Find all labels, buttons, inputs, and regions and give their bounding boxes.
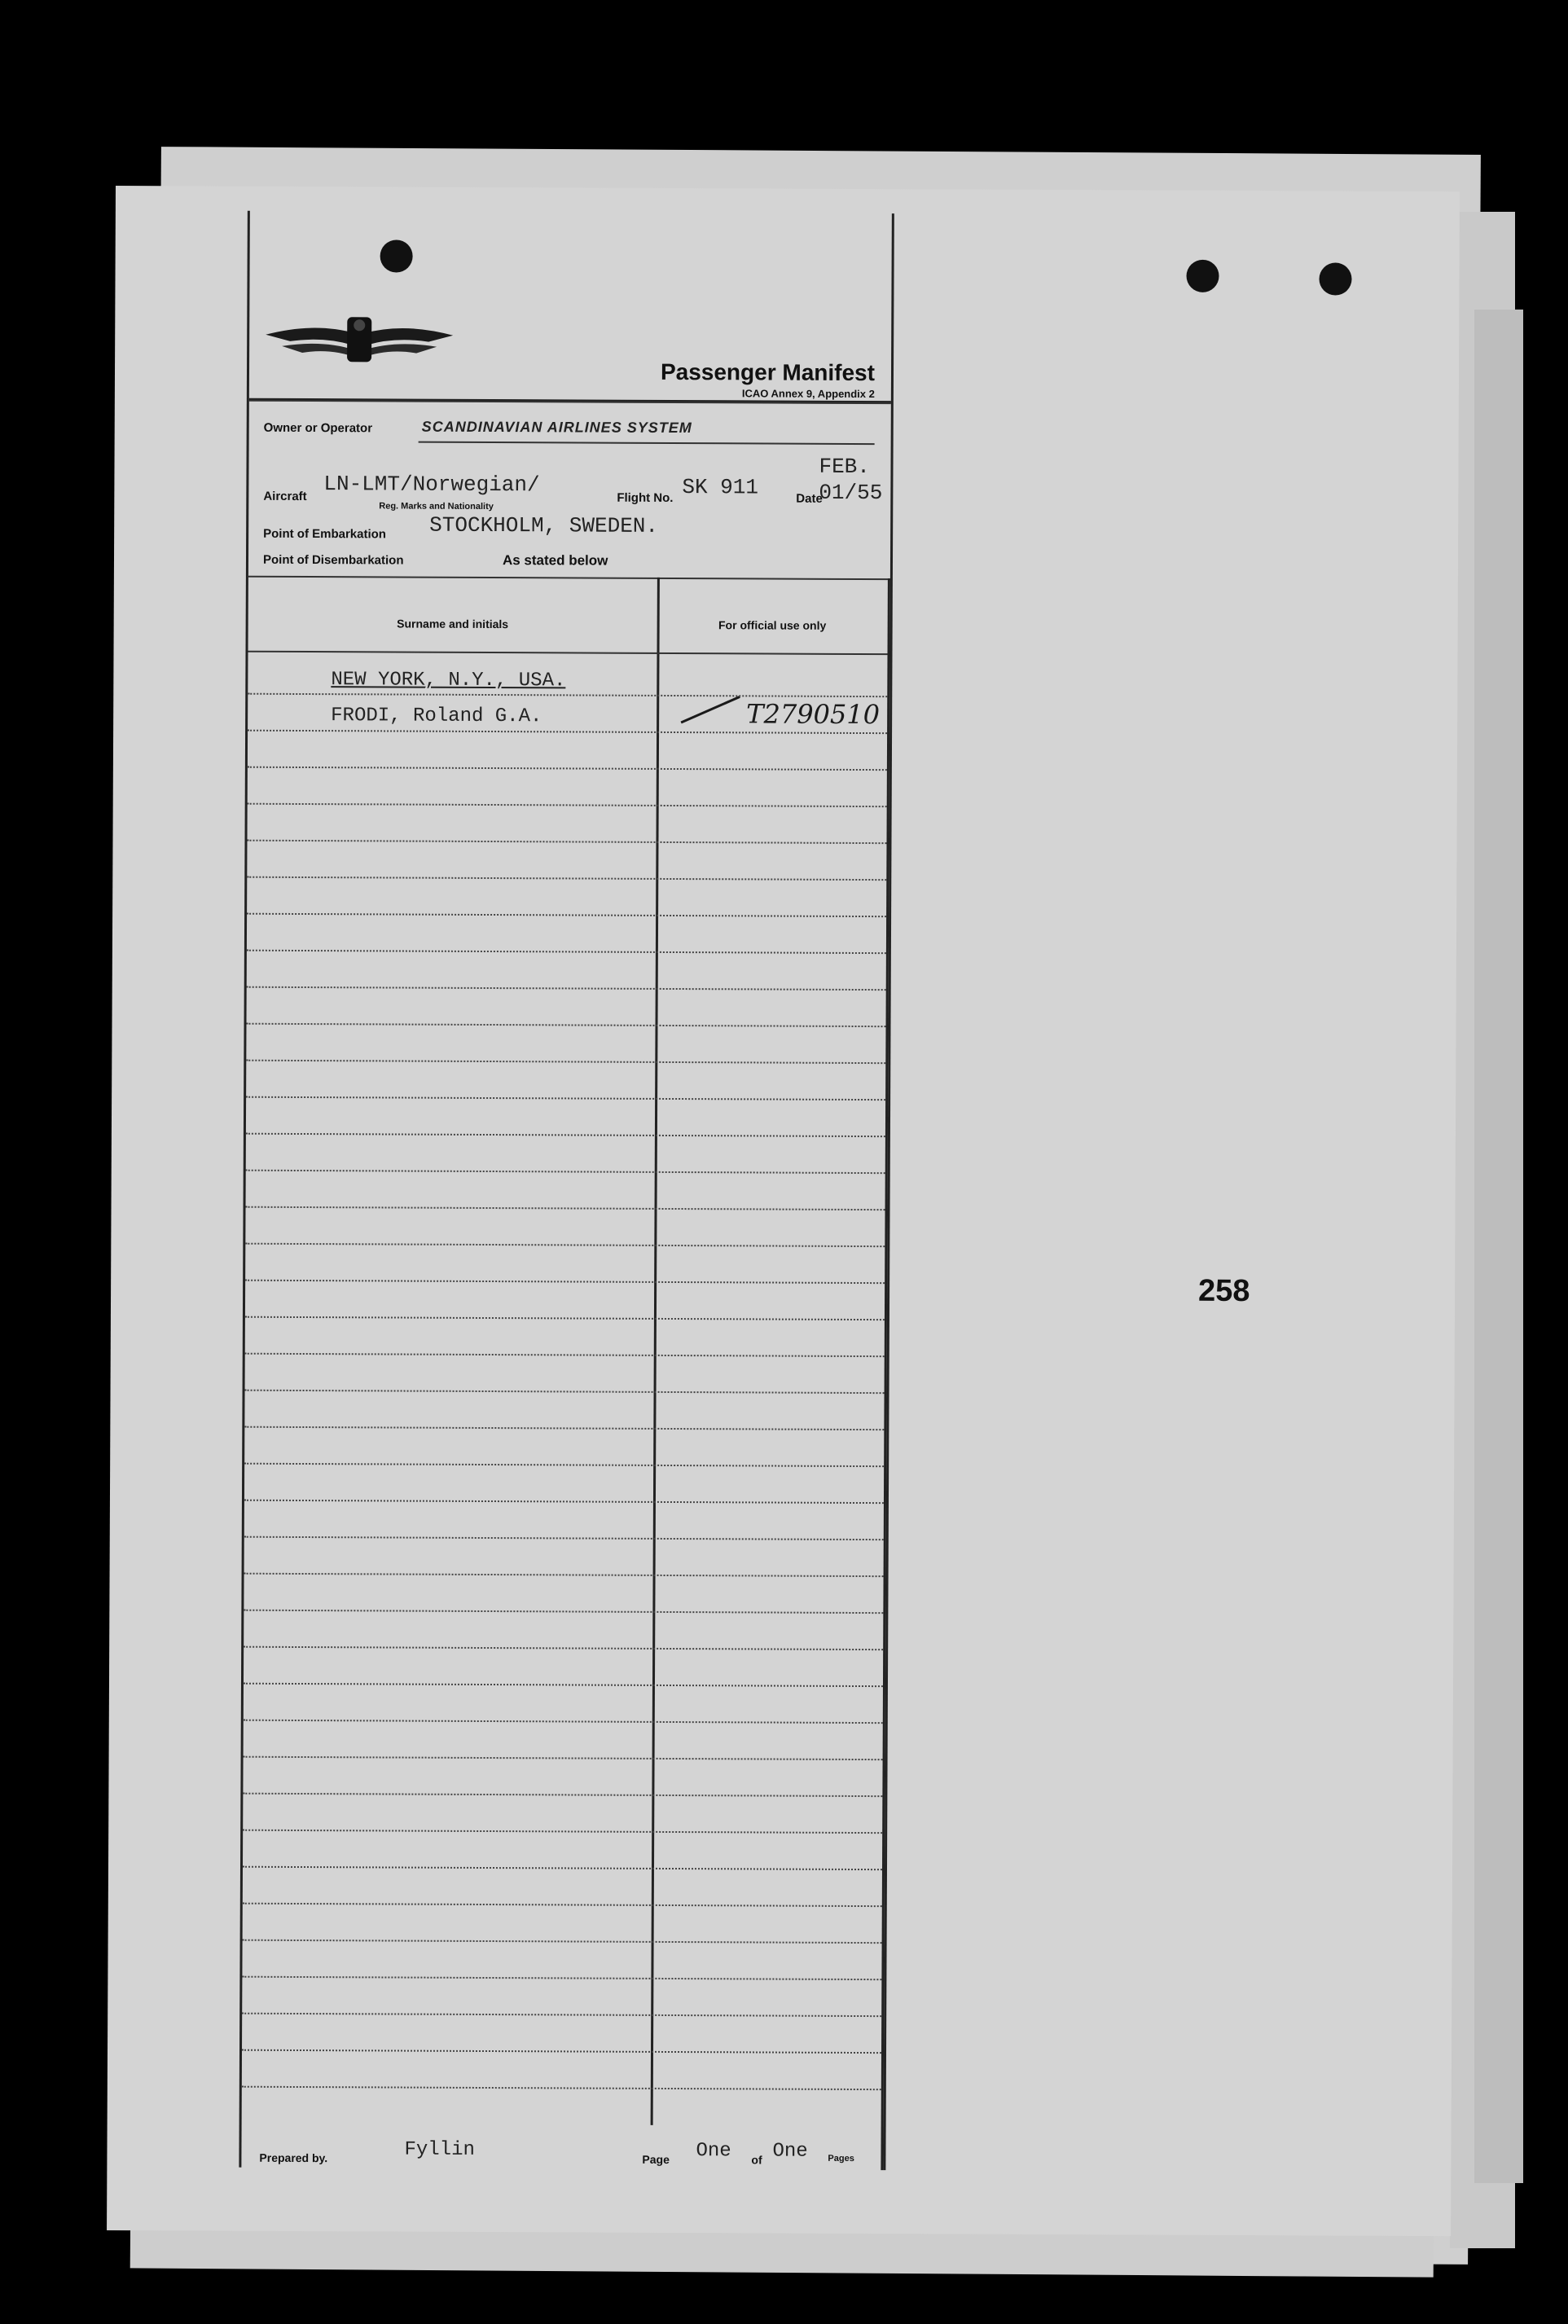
aircraft-label: Aircraft	[263, 489, 307, 504]
table-row-line	[245, 1316, 885, 1320]
table-row-line	[247, 876, 886, 881]
table-row-line	[247, 840, 886, 844]
owner-value: SCANDINAVIAN AIRLINES SYSTEM	[421, 418, 692, 437]
disembarkation-label: Point of Disembarkation	[262, 552, 404, 568]
punch-hole	[1186, 260, 1219, 292]
table-row-line	[246, 1060, 885, 1064]
table-row-line	[244, 1646, 883, 1650]
column-header-surname: Surname and initials	[397, 617, 509, 631]
form-title: Passenger Manifest	[660, 358, 876, 386]
table-row-line	[244, 1610, 883, 1614]
table-row-line	[242, 2049, 881, 2054]
background-sheet-edge	[1474, 310, 1523, 2183]
table-row-line	[244, 1756, 883, 1760]
table-row-line	[243, 1903, 882, 1907]
table-row-line	[248, 693, 887, 697]
table-row-line	[248, 767, 887, 771]
date-month: FEB.	[819, 454, 870, 480]
table-row-line	[246, 1133, 885, 1137]
table-row-line	[243, 1830, 882, 1834]
table-row-line	[244, 1426, 884, 1430]
table-row-line	[245, 1243, 885, 1247]
table-top-border	[248, 576, 890, 580]
table-row-line	[242, 2013, 881, 2017]
table-row-line	[248, 730, 887, 734]
header-underline	[248, 651, 888, 655]
entry-passenger-name: FRODI, Roland G.A.	[331, 705, 542, 728]
aircraft-sublabel: Reg. Marks and Nationality	[379, 501, 494, 512]
table-row-line	[246, 1206, 885, 1210]
table-row-line	[245, 1390, 885, 1394]
date-label: Date	[796, 491, 823, 506]
embarkation-label: Point of Embarkation	[263, 526, 387, 542]
table-row-line	[244, 1573, 884, 1577]
table-row-line	[243, 1940, 882, 1944]
disembarkation-value: As stated below	[502, 552, 608, 569]
check-mark-icon	[679, 693, 744, 726]
table-row-line	[248, 803, 887, 807]
airline-wings-logo-icon	[266, 309, 453, 375]
owner-underline	[419, 442, 875, 445]
date-value: 01/55	[819, 480, 883, 506]
table-row-line	[244, 1463, 884, 1467]
manifest-page	[107, 186, 1460, 2236]
of-value: One	[772, 2140, 808, 2163]
punch-hole	[1319, 262, 1351, 295]
table-row-line	[246, 1096, 885, 1100]
table-row-line	[243, 1793, 882, 1797]
owner-label: Owner or Operator	[263, 420, 373, 436]
entry-destination: NEW YORK, N.Y., USA.	[331, 669, 566, 692]
table-row-line	[247, 913, 886, 917]
prepared-by-value: Fyllin	[404, 2138, 475, 2161]
stamp-number: 258	[1198, 1273, 1250, 1309]
aircraft-value: LN-LMT/Norwegian/	[323, 472, 540, 498]
table-row-line	[245, 1353, 885, 1357]
flight-label: Flight No.	[617, 490, 674, 505]
table-row-line	[246, 1170, 885, 1174]
prepared-by-label: Prepared by.	[259, 2150, 328, 2165]
column-divider	[651, 578, 660, 2125]
table-row-line	[247, 986, 886, 991]
table-row-line	[242, 2086, 881, 2090]
page-value: One	[696, 2140, 731, 2163]
pages-label: Pages	[828, 2153, 854, 2164]
flight-value: SK 911	[682, 475, 759, 500]
table-row-line	[244, 1500, 884, 1504]
table-row-line	[243, 1866, 882, 1870]
table-row-line	[244, 1720, 883, 1724]
column-header-official: For official use only	[718, 618, 827, 632]
table-row-line	[242, 1976, 881, 1980]
table-row-line	[247, 950, 886, 954]
right-border	[881, 578, 890, 2170]
table-row-line	[244, 1683, 883, 1687]
form-subtitle: ICAO Annex 9, Appendix 2	[741, 387, 875, 401]
embarkation-value: STOCKHOLM, SWEDEN.	[429, 512, 659, 538]
page-label: Page	[642, 2152, 670, 2166]
of-label: of	[751, 2153, 762, 2167]
form-header	[249, 211, 892, 403]
table-row-line	[244, 1536, 884, 1540]
manifest-form	[239, 211, 894, 2170]
table-row-line	[247, 1023, 886, 1027]
table-row-line	[245, 1280, 885, 1284]
official-use-number: T2790510	[746, 698, 881, 731]
